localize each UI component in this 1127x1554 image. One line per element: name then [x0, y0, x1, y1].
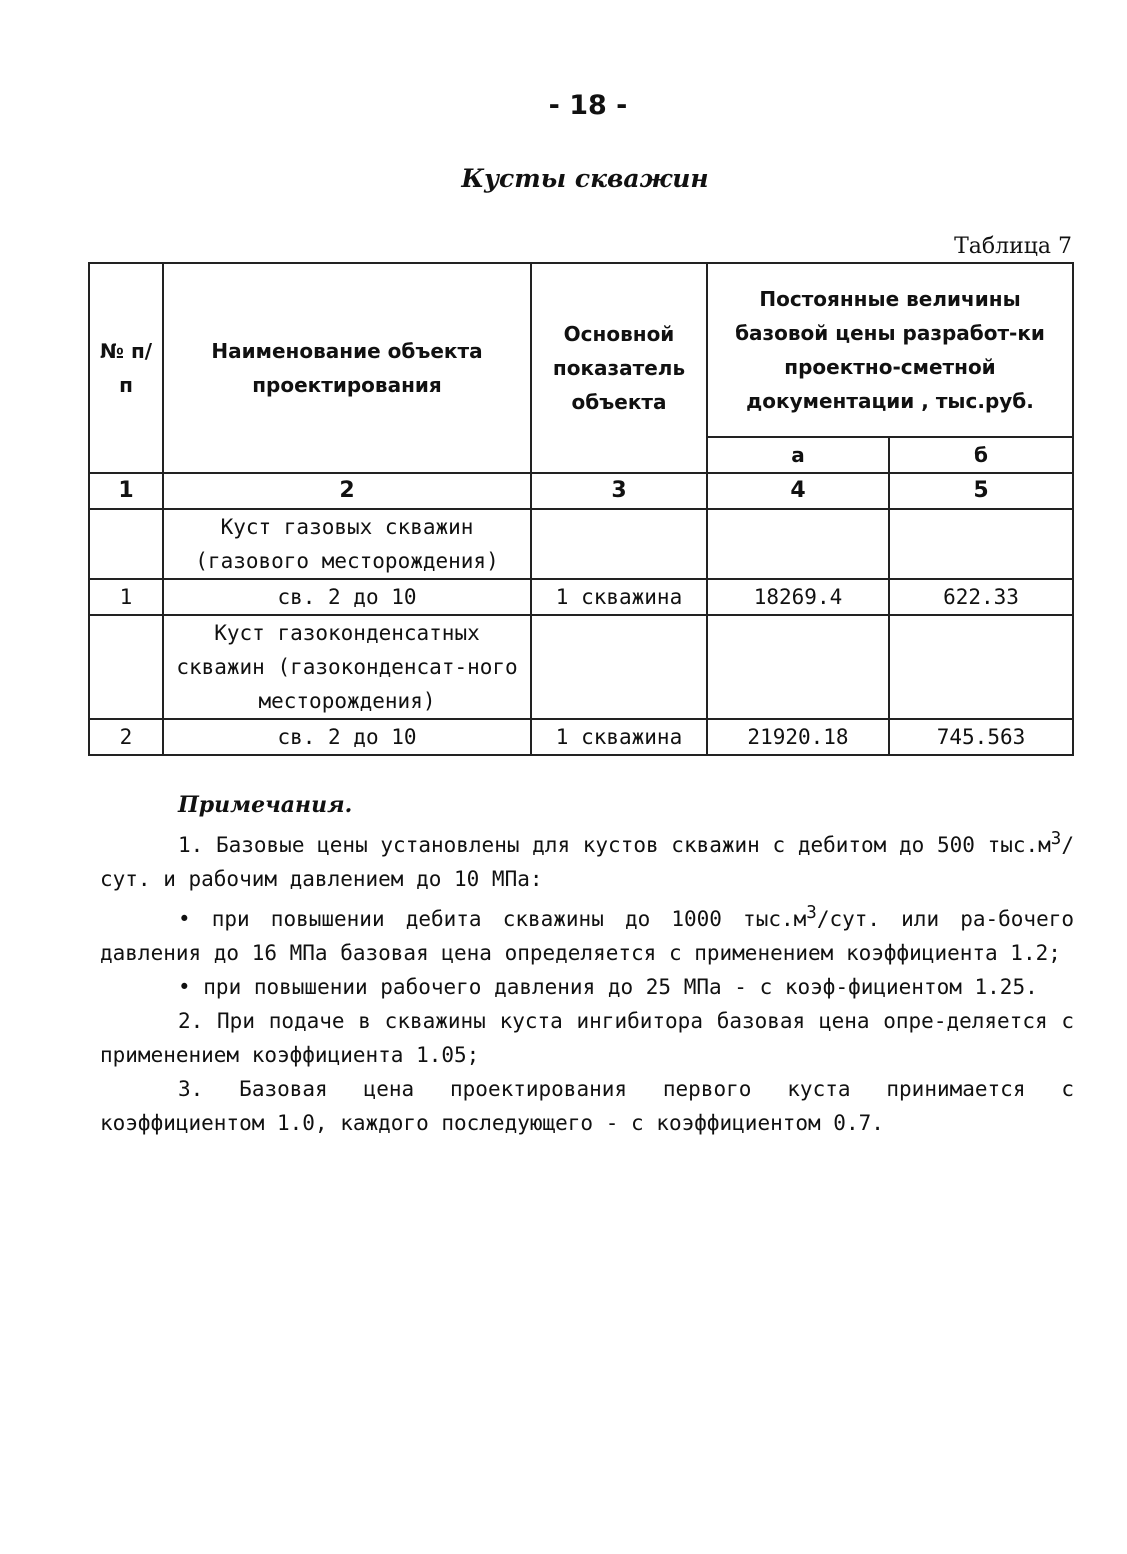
table-row [89, 719, 1073, 755]
group-heading-row [89, 615, 1073, 719]
header-sub-a: а [707, 437, 889, 473]
row-number: 1 [89, 579, 163, 615]
header-number: № п/п [89, 263, 163, 473]
row-name: св. 2 до 10 [163, 579, 531, 615]
header-main-indicator: Основной показатель объекта [531, 263, 707, 473]
row-value-a: 21920.18 [707, 719, 889, 755]
group-heading-row [89, 509, 1073, 579]
note-1: 1. Базовые цены установлены для кустов скважин с дебитом до 500 $тыс.м^3$/сут. и рабочим давлением до 10 МПа: [100, 829, 1074, 891]
row-indicator: 1 скважина [531, 579, 707, 615]
page-number: - 18 - [548, 90, 628, 121]
row-name: св. 2 до 10 [163, 719, 531, 755]
note-1-bullet-2: • при повышении рабочего давления до 25 МПа - с коэф-фициентом 1.25. [178, 975, 1038, 999]
table-label: Таблица 7 [954, 234, 1072, 259]
column-number: 2 [163, 473, 531, 509]
price-table [88, 262, 1074, 756]
row-value-b: 622.33 [889, 579, 1073, 615]
column-number: 4 [707, 473, 889, 509]
group-heading: Куст газоконденсатных скважин (газоконденсат-ного месторождения) [163, 615, 531, 719]
row-value-a: 18269.4 [707, 579, 889, 615]
header-object-name: Наименование объекта проектирования [163, 263, 531, 473]
row-indicator: 1 скважина [531, 719, 707, 755]
section-title: Кусты скважин [461, 164, 709, 193]
column-number: 1 [89, 473, 163, 509]
notes-title: Примечания. [178, 792, 353, 818]
table-row [89, 579, 1073, 615]
row-value-b: 745.563 [889, 719, 1073, 755]
row-number: 2 [89, 719, 163, 755]
notes-section [100, 788, 1074, 1140]
note-1-bullet-1: • при повышении дебита скважины до 1000 $тыс.м^3$/сут. или ра-бочего давления до 16 МПа базовая цена определяется с применением коэффициента 1.2; [100, 903, 1074, 965]
header-base-price: Постоянные величины базовой цены разработ-ки проектно-сметной документации , тыс.руб. [707, 263, 1073, 437]
column-number: 3 [531, 473, 707, 509]
note-2: 2. При подаче в скважины куста ингибитора базовая цена опре-деляется с применением коэффициента 1.05; [100, 1009, 1074, 1067]
note-3: 3. Базовая цена проектирования первого куста принимается с коэффициентом 1.0, каждого последующего - с коэффициентом 0.7. [100, 1077, 1074, 1135]
header-sub-b: б [889, 437, 1073, 473]
column-number: 5 [889, 473, 1073, 509]
group-heading: Куст газовых скважин (газового месторождения) [163, 509, 531, 579]
